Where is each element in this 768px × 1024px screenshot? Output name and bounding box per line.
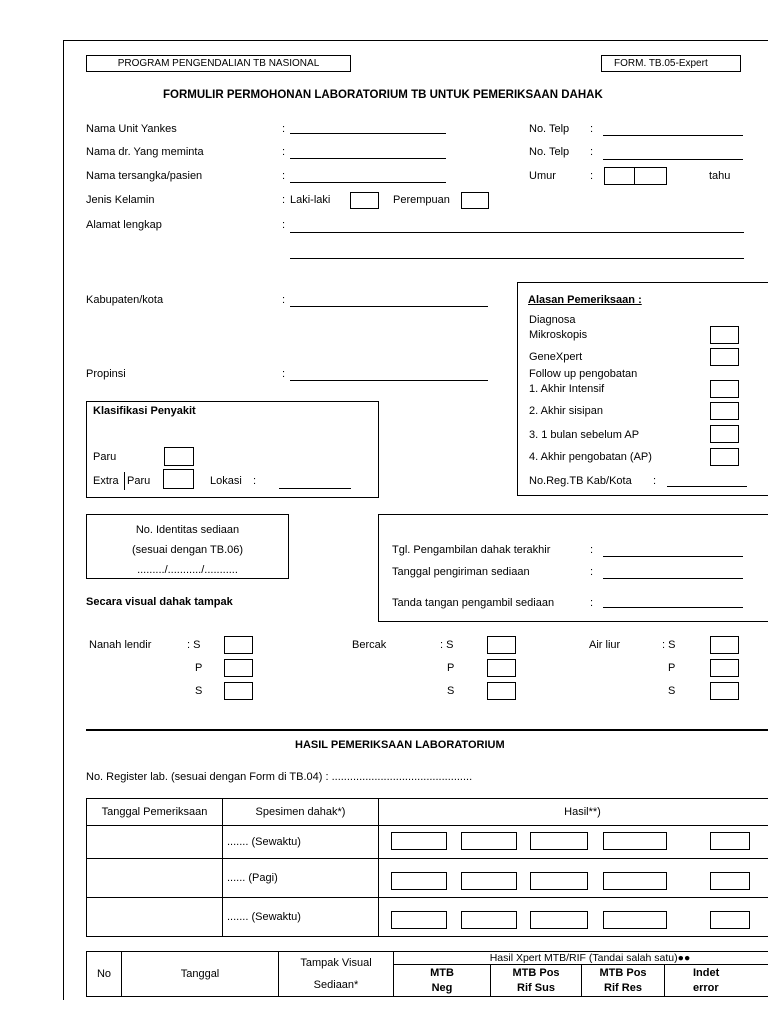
patient-label: Nama tersangka/pasien xyxy=(86,170,203,182)
reason-item-2-checkbox[interactable] xyxy=(710,402,739,420)
nanah-s2-checkbox[interactable] xyxy=(224,682,253,700)
air-liur-row-s: S xyxy=(668,685,676,697)
page-frame-left xyxy=(63,40,64,1000)
paru-checkbox[interactable] xyxy=(164,447,194,466)
doctor-colon: : xyxy=(282,146,286,158)
form-code: FORM. TB.05-Expert xyxy=(614,58,708,69)
result-box[interactable] xyxy=(603,872,667,890)
age-label: Umur xyxy=(529,170,556,182)
district-colon: : xyxy=(282,294,286,306)
specimen-row-3: ....... (Sewaktu) xyxy=(223,898,379,937)
send-date-label: Tanggal pengiriman sediaan xyxy=(392,566,530,578)
bercak-prefix: : S xyxy=(440,639,454,651)
xpert-visual-header xyxy=(279,952,394,997)
page-frame-top xyxy=(63,40,768,41)
specimen-id-line-3[interactable]: ........./.........../........... xyxy=(137,564,238,576)
bercak-s2-checkbox[interactable] xyxy=(487,682,516,700)
specimen-row-1: ....... (Sewaktu) xyxy=(223,826,379,859)
phone-field-2[interactable] xyxy=(603,159,743,160)
gender-colon: : xyxy=(282,194,286,206)
address-label: Alamat lengkap xyxy=(86,219,162,231)
air-liur-s-checkbox[interactable] xyxy=(710,636,739,654)
result-box[interactable] xyxy=(710,832,750,850)
reason-genexpert: GeneXpert xyxy=(529,351,583,363)
collection-date-field[interactable] xyxy=(603,556,743,557)
bercak-row-s: S xyxy=(447,685,455,697)
doctor-field[interactable] xyxy=(290,158,446,159)
nanah-prefix: : S xyxy=(187,639,201,651)
result-box[interactable] xyxy=(461,832,517,850)
extra-paru-checkbox[interactable] xyxy=(163,469,194,489)
xpert-col-rif-res: MTB Pos Rif Res xyxy=(582,965,665,997)
result-box[interactable] xyxy=(391,832,447,850)
xpert-no-header: No xyxy=(87,952,122,997)
reasons-title: Alasan Pemeriksaan : xyxy=(528,294,642,306)
xpert-table xyxy=(86,951,768,997)
collection-date-colon: : xyxy=(590,544,594,556)
reason-item-2: 2. Akhir sisipan xyxy=(529,405,603,417)
male-checkbox[interactable] xyxy=(350,192,379,209)
phone-label-2: No. Telp xyxy=(529,146,570,158)
province-label: Propinsi xyxy=(86,368,126,380)
district-label: Kabupaten/kota xyxy=(86,294,164,306)
air-liur-prefix: : S xyxy=(662,639,676,651)
specimen-row-2: ...... (Pagi) xyxy=(223,859,379,898)
result-box[interactable] xyxy=(530,832,588,850)
col-date-header: Tanggal Pemeriksaan xyxy=(87,799,223,826)
sign-colon: : xyxy=(590,597,594,609)
send-date-colon: : xyxy=(590,566,594,578)
bercak-label: Bercak xyxy=(352,639,387,651)
result-box[interactable] xyxy=(710,911,750,929)
genexpert-checkbox[interactable] xyxy=(710,348,739,366)
age-colon: : xyxy=(590,170,594,182)
phone-colon-2: : xyxy=(590,146,594,158)
air-liur-row-p: P xyxy=(668,662,676,674)
form-title: FORMULIR PERMOHONAN LABORATORIUM TB UNTUK PEMERIKSAAN DAHAK xyxy=(163,89,603,101)
program-box xyxy=(86,55,351,72)
results-title: HASIL PEMERIKSAAN LABORATORIUM xyxy=(295,739,505,751)
reason-microscopy: Mikroskopis xyxy=(529,329,588,341)
reason-item-3: 3. 1 bulan sebelum AP xyxy=(529,429,640,441)
air-liur-label: Air liur xyxy=(589,639,621,651)
xpert-col-rif-sus: MTB Pos Rif Sus xyxy=(491,965,582,997)
microscopy-checkbox[interactable] xyxy=(710,326,739,344)
result-box[interactable] xyxy=(710,872,750,890)
address-field-2[interactable] xyxy=(290,258,744,259)
male-label: Laki-laki xyxy=(290,194,331,206)
age-box-2[interactable] xyxy=(634,167,667,185)
district-field[interactable] xyxy=(290,306,488,307)
doctor-label: Nama dr. Yang meminta xyxy=(86,146,204,158)
result-box[interactable] xyxy=(391,911,447,929)
nanah-row-s: S xyxy=(195,685,203,697)
female-label: Perempuan xyxy=(393,194,450,206)
xpert-sediaan: Sediaan* xyxy=(313,979,359,991)
specimen-id-box xyxy=(86,514,289,579)
sign-field[interactable] xyxy=(603,607,743,608)
age-box-1[interactable] xyxy=(604,167,635,185)
xpert-date-header: Tanggal xyxy=(122,952,279,997)
col-specimen-header: Spesimen dahak*) xyxy=(223,799,379,826)
extra-divider xyxy=(124,472,125,490)
bercak-s-checkbox[interactable] xyxy=(487,636,516,654)
sign-label: Tanda tangan pengambil sediaan xyxy=(392,597,555,609)
xpert-col-indet: Indet error xyxy=(665,965,768,997)
reason-item-3-checkbox[interactable] xyxy=(710,425,739,443)
address-field-1[interactable] xyxy=(290,232,744,233)
reason-followup: Follow up pengobatan xyxy=(529,368,638,380)
col-result-header: Hasil**) xyxy=(379,799,768,826)
result-box[interactable] xyxy=(603,832,667,850)
program-title: PROGRAM PENGENDALIAN TB NASIONAL xyxy=(117,58,320,69)
air-liur-p-checkbox[interactable] xyxy=(710,659,739,677)
reason-item-1-checkbox[interactable] xyxy=(710,380,739,398)
reg-field[interactable] xyxy=(667,486,747,487)
xpert-tampak: Tampak Visual xyxy=(300,957,372,969)
lokasi-label: Lokasi xyxy=(210,475,242,487)
reg-colon: : xyxy=(653,475,657,487)
patient-field[interactable] xyxy=(290,182,446,183)
phone-label-1: No. Telp xyxy=(529,123,570,135)
result-box[interactable] xyxy=(530,911,588,929)
bercak-p-checkbox[interactable] xyxy=(487,659,516,677)
classification-title: Klasifikasi Penyakit xyxy=(93,405,196,417)
extra-paru-label: Paru xyxy=(127,475,151,487)
reason-item-1: 1. Akhir Intensif xyxy=(529,383,605,395)
result-box[interactable] xyxy=(461,872,517,890)
reason-item-4: 4. Akhir pengobatan (AP) xyxy=(529,451,652,463)
reason-diagnosis: Diagnosa xyxy=(529,314,576,326)
reg-label: No.Reg.TB Kab/Kota xyxy=(529,475,632,487)
specimen-id-line-1: No. Identitas sediaan xyxy=(135,524,240,536)
unit-colon: : xyxy=(282,123,286,135)
patient-colon: : xyxy=(282,170,286,182)
unit-field[interactable] xyxy=(290,133,446,134)
specimen-id-line-2: (sesuai dengan TB.06) xyxy=(131,544,244,556)
nanah-p-checkbox[interactable] xyxy=(224,659,253,677)
bercak-row-p: P xyxy=(447,662,455,674)
result-box[interactable] xyxy=(391,872,447,890)
lokasi-colon: : xyxy=(253,475,257,487)
phone-field-1[interactable] xyxy=(603,135,743,136)
year-label: tahu xyxy=(709,170,731,182)
unit-label: Nama Unit Yankes xyxy=(86,123,177,135)
result-box[interactable] xyxy=(530,872,588,890)
female-checkbox[interactable] xyxy=(461,192,489,209)
extra-label: Extra xyxy=(93,475,119,487)
section-divider xyxy=(86,729,768,731)
province-colon: : xyxy=(282,368,286,380)
nanah-label: Nanah lendir xyxy=(89,639,152,651)
paru-label: Paru xyxy=(93,451,117,463)
xpert-result-header: Hasil Xpert MTB/RIF (Tandai salah satu)●● xyxy=(394,952,768,965)
result-box[interactable] xyxy=(603,911,667,929)
visual-title: Secara visual dahak tampak xyxy=(86,596,233,608)
results-register: No. Register lab. (sesuai dengan Form di TB.04) : .............................................. xyxy=(86,771,473,783)
xpert-col-mtb-neg: MTB Neg xyxy=(394,965,491,997)
result-box[interactable] xyxy=(461,911,517,929)
nanah-row-p: P xyxy=(195,662,203,674)
collection-date-label: Tgl. Pengambilan dahak terakhir xyxy=(392,544,551,556)
address-colon: : xyxy=(282,219,286,231)
reason-item-4-checkbox[interactable] xyxy=(710,448,739,466)
gender-label: Jenis Kelamin xyxy=(86,194,155,206)
air-liur-s2-checkbox[interactable] xyxy=(710,682,739,700)
province-field[interactable] xyxy=(290,380,488,381)
form-code-box xyxy=(601,55,741,72)
lokasi-field[interactable] xyxy=(279,488,351,489)
phone-colon-1: : xyxy=(590,123,594,135)
send-date-field[interactable] xyxy=(603,578,743,579)
nanah-s-checkbox[interactable] xyxy=(224,636,253,654)
